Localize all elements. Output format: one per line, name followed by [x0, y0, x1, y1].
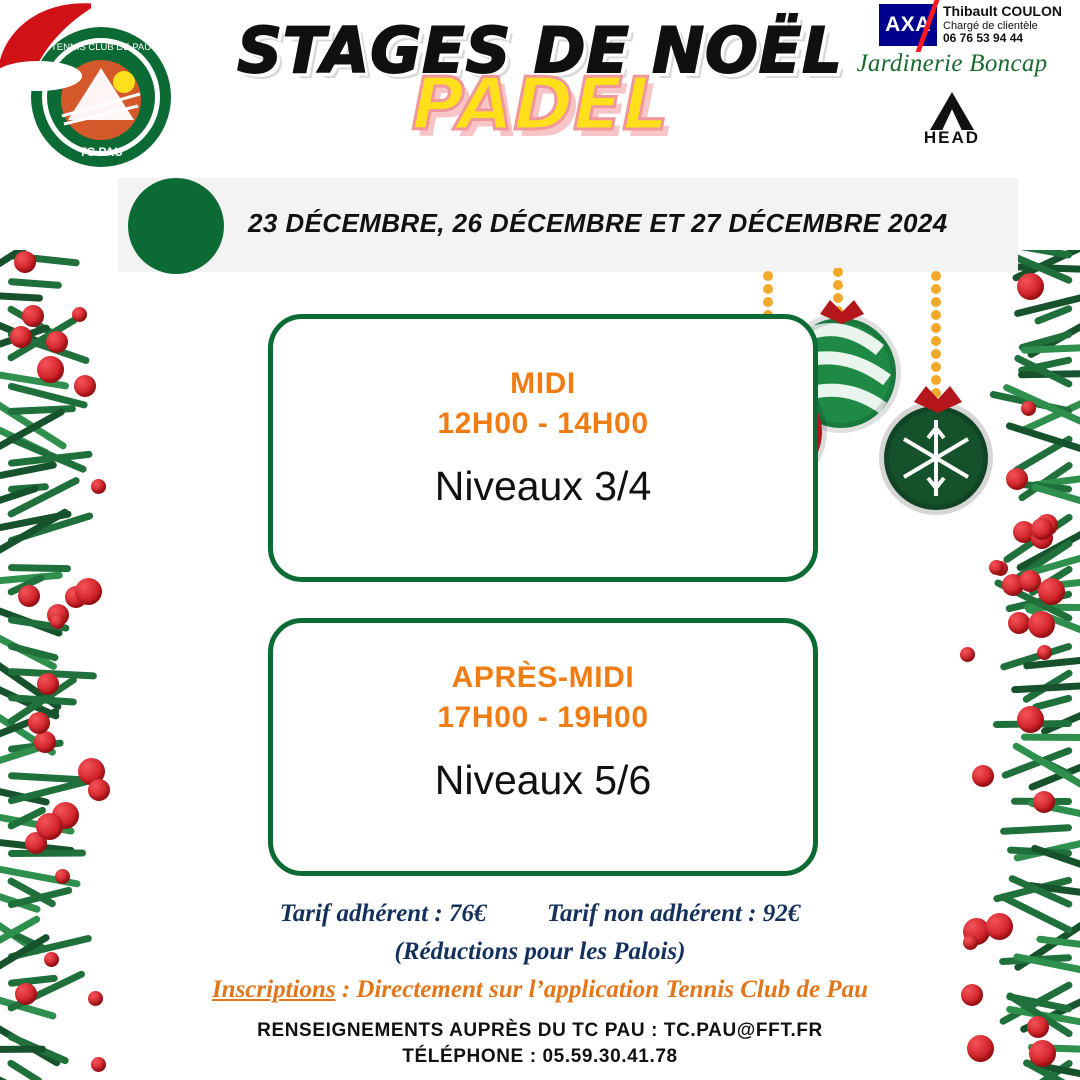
green-dot-decoration: [128, 178, 224, 274]
registration-text: : Directement sur l’application Tennis Club de Pau: [335, 976, 869, 1003]
session-hours-label: 12H00 - 14H00: [437, 407, 649, 440]
axa-contact-name: Thibault COULON: [943, 3, 1062, 20]
registration-line: [0, 976, 1080, 1004]
axa-brand-text: AXA: [885, 13, 931, 36]
session-hours-label: 17H00 - 19H00: [437, 701, 649, 734]
axa-contact-role: Chargé de clientèle: [943, 19, 1038, 32]
session-levels-label: Niveaux 5/6: [434, 757, 652, 803]
sponsor-jardinerie: Jardinerie Boncap: [856, 50, 1048, 77]
contact-block: [0, 1018, 1080, 1069]
session-card-apres-midi: [268, 618, 818, 876]
session-card-midi: [268, 314, 818, 582]
poster-dates: 23 DÉCEMBRE, 26 DÉCEMBRE ET 27 DÉCEMBRE 2024: [248, 208, 948, 238]
axa-contact-phone: 06 76 53 94 44: [943, 31, 1024, 46]
price-non-member: Tarif non adhérent : 92€: [546, 900, 801, 927]
session-levels-label: Niveaux 3/4: [434, 463, 652, 509]
poster-subtitle: PADEL: [411, 62, 669, 146]
pricing-row: [0, 900, 1080, 928]
session-slot-label: MIDI: [510, 367, 576, 400]
svg-text:TENNIS CLUB DE PAU: TENNIS CLUB DE PAU: [50, 42, 152, 53]
pricing-reduction: (Réductions pour les Palois): [394, 938, 686, 965]
price-member: Tarif adhérent : 76€: [279, 900, 487, 927]
contact-email-line: RENSEIGNEMENTS AUPRÈS DU TC PAU : TC.PAU@FFT.FR: [257, 1020, 823, 1041]
registration-label: Inscriptions: [211, 976, 336, 1003]
session-slot-label: APRÈS-MIDI: [451, 661, 635, 694]
poster-title: STAGES DE NOËL: [237, 14, 843, 87]
svg-text:TC PAU: TC PAU: [79, 145, 123, 159]
contact-phone-line: TÉLÉPHONE : 05.59.30.41.78: [402, 1045, 678, 1067]
head-brand-text: HEAD: [923, 128, 981, 147]
